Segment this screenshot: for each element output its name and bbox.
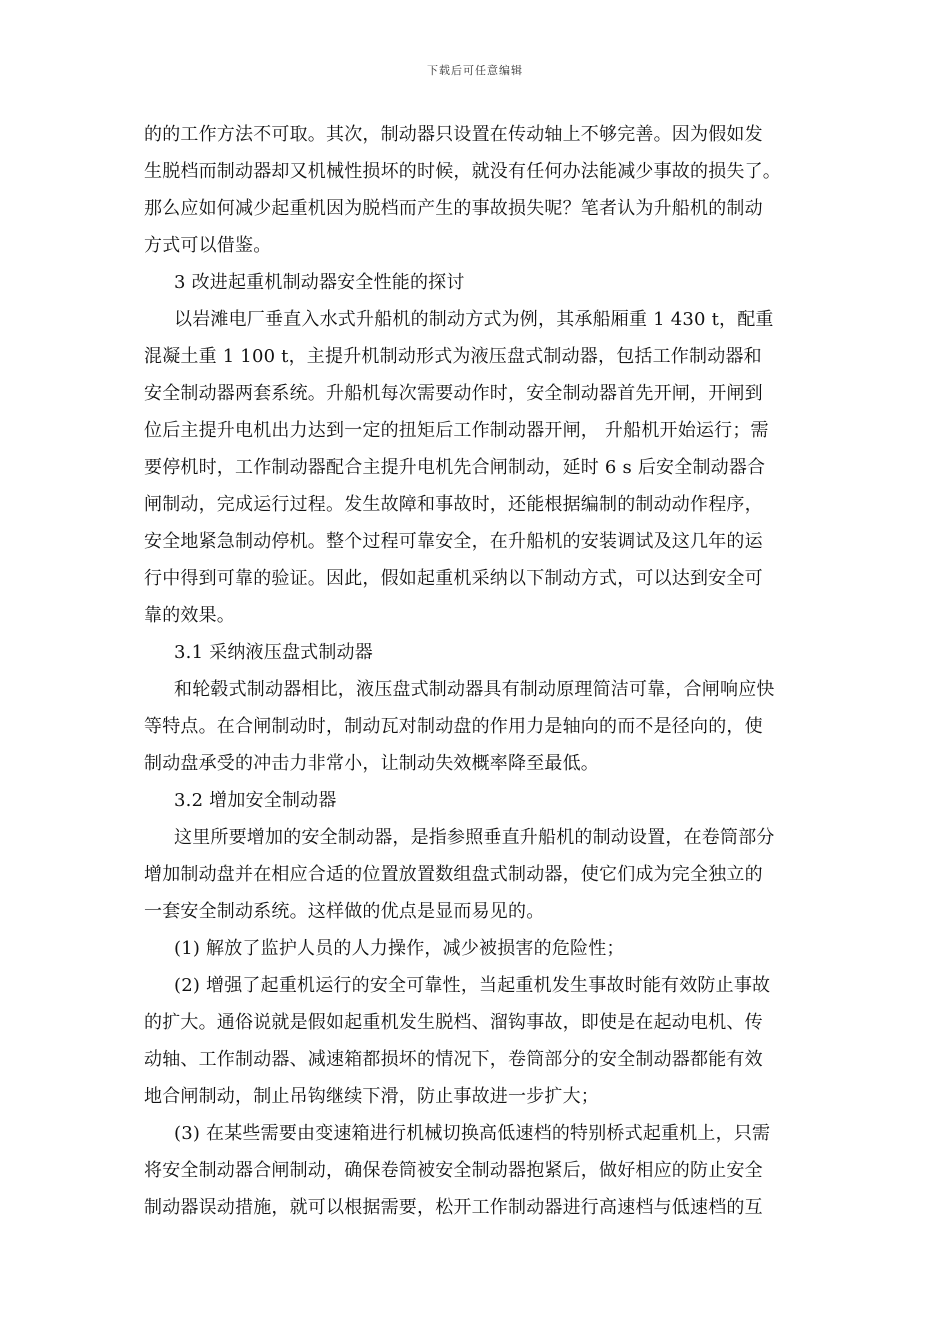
- paragraph-line: 制动盘承受的冲击力非常小，让制动失效概率降至最低。: [144, 753, 599, 774]
- document-body: [144, 116, 812, 1226]
- paragraph-line: 安全制动器两套系统。升船机每次需要动作时，安全制动器首先开闸，开闸到: [144, 383, 763, 404]
- paragraph-line: 地合闸制动，制止吊钩继续下滑，防止事故进一步扩大；: [144, 1086, 599, 1107]
- list-item: (2) 增强了起重机运行的安全可靠性，当起重机发生事故时能有效防止事故: [174, 975, 771, 996]
- paragraph-line: 的扩大。通俗说就是假如起重机发生脱档、溜钩事故，即使是在起动电机、传: [144, 1012, 763, 1033]
- paragraph-line: 闸制动，完成运行过程。发生故障和事故时，还能根据编制的制动动作程序，: [144, 494, 763, 515]
- paragraph-line: 的的工作方法不可取。其次，制动器只设置在传动轴上不够完善。因为假如发: [144, 124, 763, 145]
- subsection-heading: 3.1 采纳液压盘式制动器: [174, 642, 373, 663]
- paragraph-line: 混凝土重 1 100 t，主提升机制动形式为液压盘式制动器，包括工作制动器和: [144, 346, 762, 367]
- paragraph-line: 行中得到可靠的验证。因此，假如起重机采纳以下制动方式，可以达到安全可: [144, 568, 763, 589]
- paragraph-line: 靠的效果。: [144, 605, 235, 626]
- paragraph-line: 安全地紧急制动停机。整个过程可靠安全，在升船机的安装调试及这几年的运: [144, 531, 763, 552]
- paragraph-line: 那么应如何减少起重机因为脱档而产生的事故损失呢？笔者认为升船机的制动: [144, 198, 763, 219]
- list-item: (1) 解放了监护人员的人力操作，减少被损害的危险性；: [174, 938, 625, 959]
- paragraph-line: 以岩滩电厂垂直入水式升船机的制动方式为例，其承船厢重 1 430 t，配重: [174, 309, 774, 330]
- list-item: (3) 在某些需要由变速箱进行机械切换高低速档的特别桥式起重机上，只需: [174, 1123, 771, 1144]
- paragraph-line: 动轴、工作制动器、减速箱都损坏的情况下，卷筒部分的安全制动器都能有效: [144, 1049, 763, 1070]
- paragraph-line: 等特点。在合闸制动时，制动瓦对制动盘的作用力是轴向的而不是径向的，使: [144, 716, 763, 737]
- paragraph-line: 制动器误动措施，就可以根据需要，松开工作制动器进行高速档与低速档的互: [144, 1197, 763, 1218]
- paragraph-line: 和轮毂式制动器相比，液压盘式制动器具有制动原理简洁可靠，合闸响应快: [174, 679, 775, 700]
- paragraph-line: 生脱档而制动器却又机械性损坏的时候，就没有任何办法能减少事故的损失了。: [144, 161, 781, 182]
- paragraph-line: 位后主提升电机出力达到一定的扭矩后工作制动器开闸， 升船机开始运行；需: [144, 420, 769, 441]
- subsection-heading: 3.2 增加安全制动器: [174, 790, 337, 811]
- paragraph-line: 增加制动盘并在相应合适的位置放置数组盘式制动器，使它们成为完全独立的: [144, 864, 763, 885]
- paragraph-line: 将安全制动器合闸制动，确保卷筒被安全制动器抱紧后，做好相应的防止安全: [144, 1160, 763, 1181]
- paragraph-line: 要停机时，工作制动器配合主提升电机先合闸制动，延时 6 s 后安全制动器合: [144, 457, 766, 478]
- paragraph-line: 这里所要增加的安全制动器，是指参照垂直升船机的制动设置，在卷筒部分: [174, 827, 775, 848]
- paragraph-line: 方式可以借鉴。: [144, 235, 272, 256]
- paragraph-line: 一套安全制动系统。这样做的优点是显而易见的。: [144, 901, 545, 922]
- page-header: 下载后可任意编辑: [427, 64, 523, 77]
- section-heading: 3 改进起重机制动器安全性能的探讨: [174, 272, 465, 293]
